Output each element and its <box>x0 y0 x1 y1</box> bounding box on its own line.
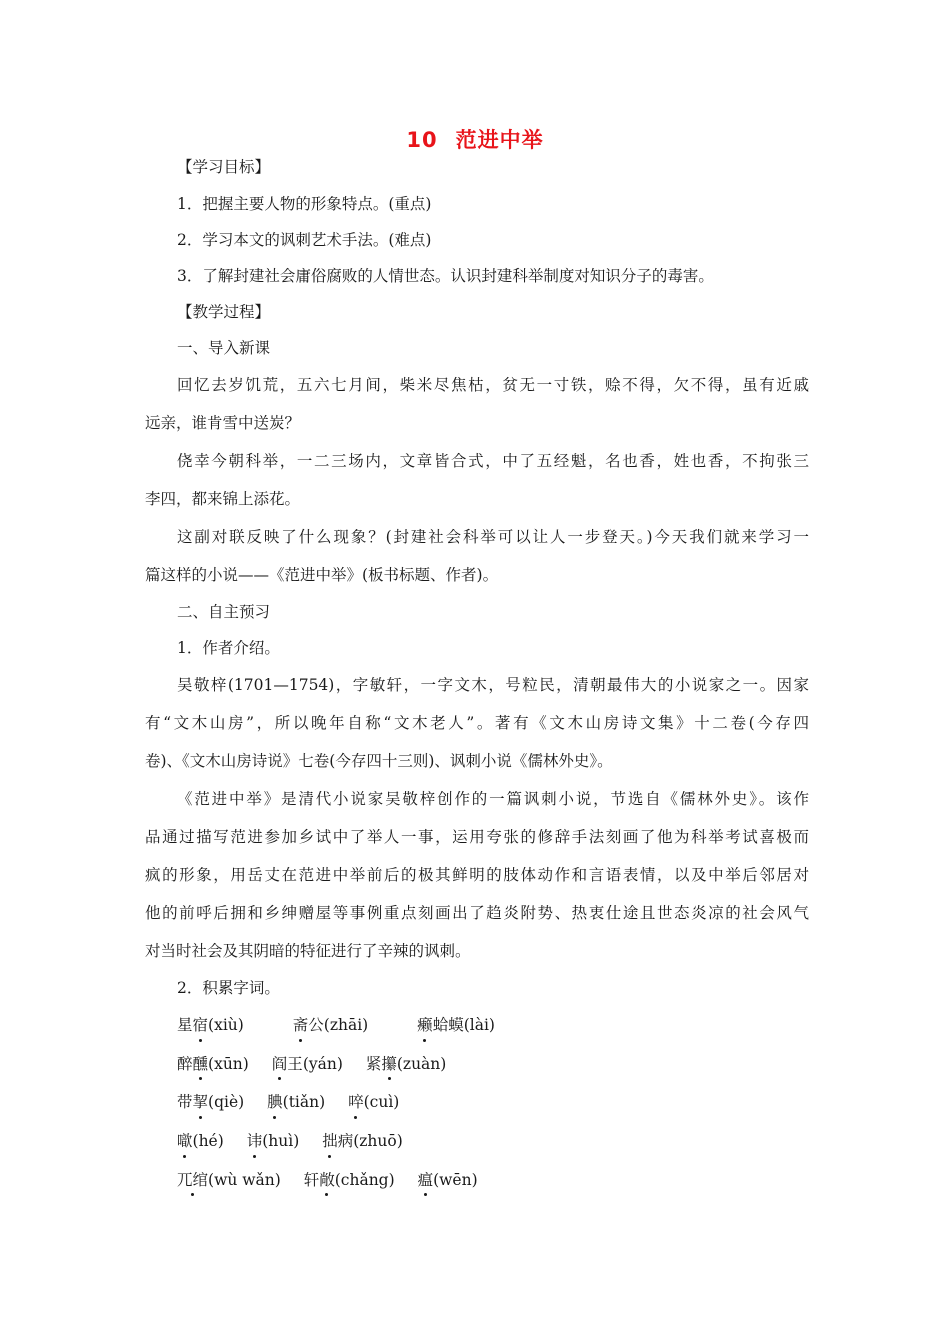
goals-heading: 【学习目标】 <box>177 158 271 176</box>
words-subheading: 2．积累字词。 <box>177 979 280 997</box>
vocabulary-item: 癞蛤蟆(lài) <box>417 1006 495 1045</box>
author-paragraph-line: 吴敬梓(1701—1754)，字敏轩，一字文木，号粒民，清朝最伟大的小说家之一。因家 <box>177 676 809 694</box>
part2-heading: 二、自主预习 <box>177 603 271 621</box>
emphasis-dot-char: 拙 <box>322 1122 338 1161</box>
author-subheading: 1．作者介绍。 <box>177 639 280 657</box>
emphasis-dot-char: 挈 <box>193 1083 209 1122</box>
pinyin: (xūn) <box>208 1054 249 1073</box>
author-paragraph-line: 卷)、《文木山房诗说》七卷(今存四十三则)、讽刺小说《儒林外史》。 <box>145 752 613 770</box>
vocabulary-item <box>177 1161 281 1200</box>
vocabulary-row <box>145 1006 809 1045</box>
lesson-number: 10 <box>406 128 438 152</box>
pinyin: (cuì) <box>363 1093 400 1112</box>
emphasis-dot-char: 斋 <box>293 1006 309 1045</box>
work-paragraph-line: 疯的形象，用岳丈在范进中举前后的极其鲜明的肢体动作和言语表情，以及中举后邻居对 <box>145 866 809 884</box>
vocabulary-item: 星宿(xiù) <box>177 1006 244 1045</box>
document-body <box>145 148 809 1199</box>
emphasis-dot-char: 宿 <box>193 1006 209 1045</box>
vocabulary-item: 阎王(yán) <box>272 1045 343 1084</box>
pinyin: (lài) <box>463 1016 495 1034</box>
vocabulary-row <box>145 1045 809 1084</box>
pinyin: (tiǎn) <box>282 1093 326 1112</box>
vocabulary-item <box>177 1122 224 1161</box>
pinyin: (qiè) <box>208 1093 245 1112</box>
work-paragraph-line: 品通过描写范进参加乡试中了举人一事，运用夸张的修辞手法刻画了他为科举考试喜极而 <box>145 828 809 846</box>
emphasis-dot-char: 阎 <box>272 1045 288 1084</box>
vocabulary-row <box>145 1122 809 1161</box>
vocabulary-item: 斋公(zhāi) <box>293 1006 368 1045</box>
pinyin: (zuàn) <box>396 1054 447 1073</box>
emphasis-dot-char: 啐 <box>348 1083 364 1122</box>
intro-paragraph-line: 这副对联反映了什么现象？(封建社会科举可以让人一步登天。)今天我们就来学习一 <box>177 528 809 546</box>
couplet-line: 回忆去岁饥荒，五六七月间，柴米尽焦枯，贫无一寸铁，赊不得，欠不得，虽有近戚 <box>177 376 809 394</box>
pinyin: (zhuō) <box>353 1132 403 1151</box>
emphasis-dot-char: 兀绾 <box>177 1161 208 1200</box>
author-paragraph-line: 有“文木山房”，所以晚年自称“文木老人”。著有《文木山房诗文集》十二卷(今存四 <box>145 714 809 732</box>
emphasis-dot-char: 攥 <box>381 1045 397 1084</box>
emphasis-dot-char: 醺 <box>193 1045 209 1084</box>
vocabulary-list <box>145 1006 809 1199</box>
vocabulary-item <box>247 1122 300 1161</box>
pinyin: (yán) <box>302 1054 343 1073</box>
vocabulary-row <box>145 1161 809 1200</box>
pinyin: (wēn) <box>433 1170 478 1189</box>
pinyin: (hé) <box>192 1132 224 1151</box>
pinyin: (chǎng) <box>334 1170 395 1189</box>
emphasis-dot-char: 瘟 <box>418 1161 434 1200</box>
vocabulary-item <box>267 1083 325 1122</box>
vocabulary-item: 醉醺(xūn) <box>177 1045 249 1084</box>
emphasis-dot-char: 噷 <box>177 1122 193 1161</box>
goal-item: 1．把握主要人物的形象特点。(重点) <box>177 195 432 213</box>
intro-paragraph-line: 篇这样的小说——《范进中举》(板书标题、作者)。 <box>145 566 499 584</box>
emphasis-dot-char: 讳 <box>247 1122 263 1161</box>
vocabulary-item: 轩敞(chǎng) <box>304 1161 395 1200</box>
couplet-line: 侥幸今朝科举，一二三场内，文章皆合式，中了五经魁，名也香，姓也香，不拘张三 <box>177 452 809 470</box>
emphasis-dot-char: 敞 <box>319 1161 335 1200</box>
goal-item: 3．了解封建社会庸俗腐败的人情世态。认识封建科举制度对知识分子的毒害。 <box>177 267 714 285</box>
pinyin: (zhāi) <box>323 1016 369 1034</box>
work-paragraph-line: 《范进中举》是清代小说家吴敬梓创作的一篇讽刺小说，节选自《儒林外史》。该作 <box>177 790 809 808</box>
vocabulary-item: 带挈(qiè) <box>177 1083 244 1122</box>
work-paragraph-line: 他的前呼后拥和乡绅赠屋等事例重点刻画出了趋炎附势、热衷仕途且世态炎凉的社会风气 <box>145 904 809 922</box>
vocabulary-row <box>145 1083 809 1122</box>
goal-item: 2．学习本文的讽刺艺术手法。(难点) <box>177 231 432 249</box>
vocabulary-item <box>418 1161 478 1200</box>
pinyin: (wù wǎn) <box>208 1170 281 1189</box>
couplet-line: 远亲，谁肯雪中送炭？ <box>145 414 301 432</box>
process-heading: 【教学过程】 <box>177 303 271 321</box>
emphasis-dot-char: 癞 <box>417 1006 433 1045</box>
pinyin: (xiù) <box>208 1016 244 1034</box>
part1-heading: 一、导入新课 <box>177 339 271 357</box>
vocabulary-item <box>348 1083 399 1122</box>
emphasis-dot-char: 腆 <box>267 1083 283 1122</box>
couplet-line: 李四，都来锦上添花。 <box>145 490 301 508</box>
work-paragraph-line: 对当时社会及其阴暗的特征进行了辛辣的讽刺。 <box>145 942 471 960</box>
vocabulary-item: 紧攥(zuàn) <box>366 1045 447 1084</box>
lesson-title: 范进中举 <box>455 128 544 152</box>
vocabulary-item: 拙病(zhuō) <box>322 1122 403 1161</box>
pinyin: (huì) <box>262 1132 300 1151</box>
